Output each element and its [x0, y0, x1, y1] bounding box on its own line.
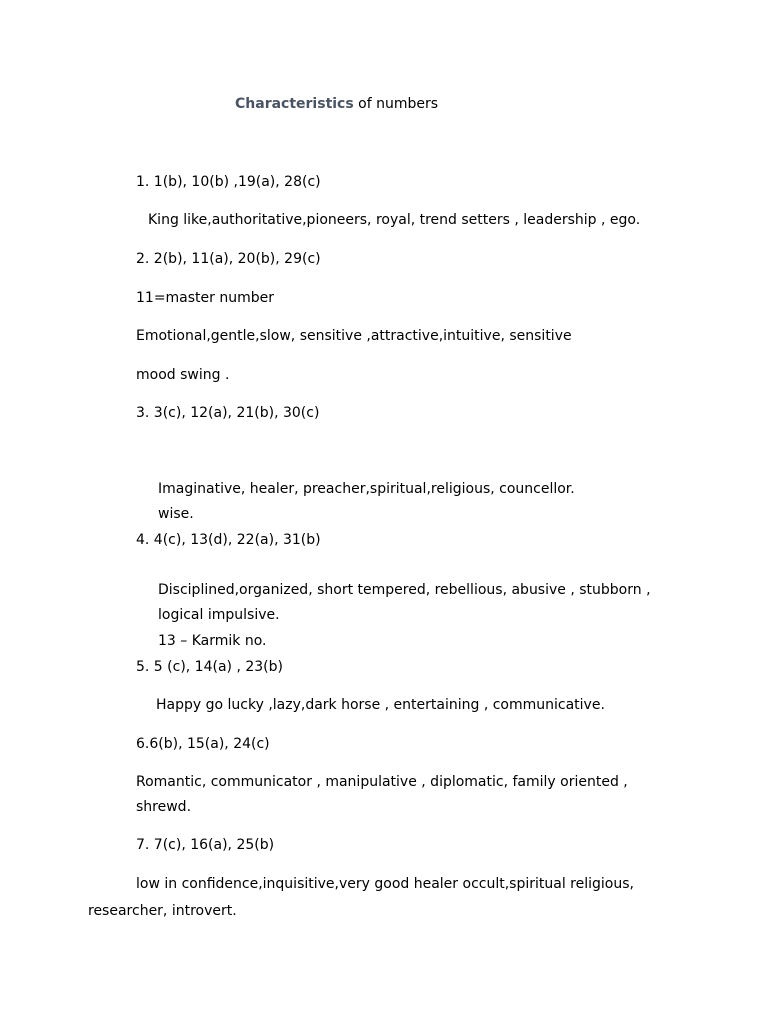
number-2-description-cont: mood swing . [136, 367, 230, 383]
number-2-description: Emotional,gentle,slow, sensitive ,attractive,intuitive, sensitive [136, 328, 572, 344]
number-5-description: Happy go lucky ,lazy,dark horse , entertaining , communicative. [156, 697, 605, 713]
number-6-description-cont: shrewd. [136, 799, 192, 815]
number-1-heading: 1. 1(b), 10(b) ,19(a), 28(c) [136, 174, 321, 190]
number-4-description-cont: logical impulsive. [158, 607, 280, 623]
title-rest-text: of numbers [353, 96, 439, 112]
number-3-description: Imaginative, healer, preacher,spiritual,religious, councellor. [158, 481, 575, 497]
number-5-heading: 5. 5 (c), 14(a) , 23(b) [136, 659, 283, 675]
number-4-description: Disciplined,organized, short tempered, rebellious, abusive , stubborn , [158, 582, 651, 598]
number-6-description: Romantic, communicator , manipulative , diplomatic, family oriented , [136, 774, 628, 790]
number-7-description: low in confidence,inquisitive,very good healer occult,spiritual religious, [136, 876, 634, 892]
number-3-description-cont: wise. [158, 506, 194, 522]
number-2-heading: 2. 2(b), 11(a), 20(b), 29(c) [136, 251, 321, 267]
number-4-heading: 4. 4(c), 13(d), 22(a), 31(b) [136, 532, 321, 548]
number-1-description: King like,authoritative,pioneers, royal, trend setters , leadership , ego. [148, 212, 641, 228]
number-7-heading: 7. 7(c), 16(a), 25(b) [136, 837, 275, 853]
number-4-note: 13 – Karmik no. [158, 633, 267, 649]
number-3-heading: 3. 3(c), 12(a), 21(b), 30(c) [136, 405, 320, 421]
page-title [235, 95, 438, 113]
number-2-note: 11=master number [136, 290, 275, 306]
number-7-description-cont: researcher, introvert. [88, 903, 237, 919]
number-6-heading: 6.6(b), 15(a), 24(c) [136, 736, 270, 752]
title-accent-text: Characteristics [235, 96, 354, 112]
